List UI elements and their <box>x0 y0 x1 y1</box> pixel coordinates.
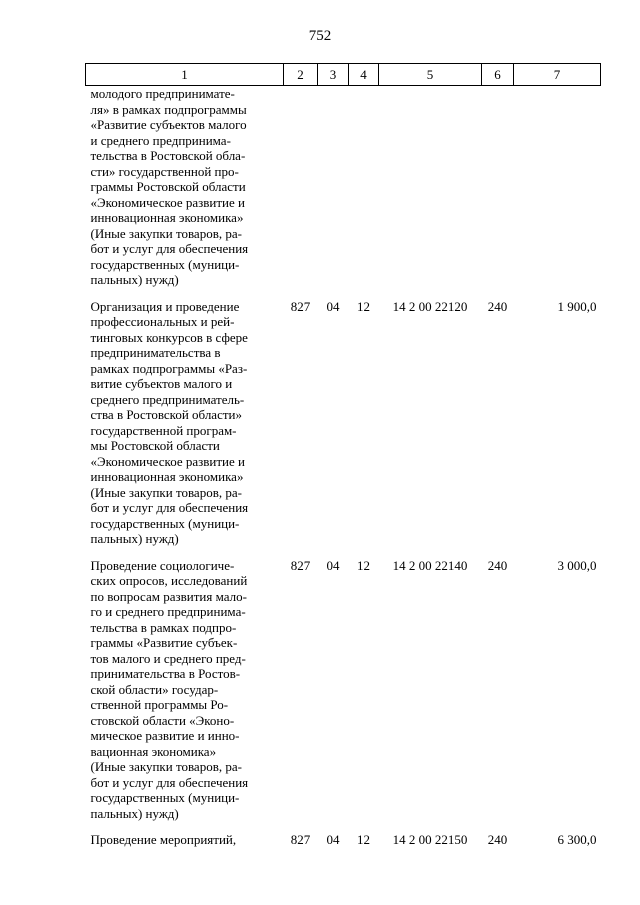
description-line: «Экономическое развитие и <box>90 194 245 210</box>
description-line: граммы Ростовской области <box>90 179 246 194</box>
row-spacer <box>86 821 601 832</box>
description-line: среднего предприниматель- <box>90 391 245 407</box>
description-line: тельства в Ростовской обла- <box>90 148 246 163</box>
expense-type-code: 240 <box>487 557 508 573</box>
row-description <box>86 558 284 822</box>
description-line: стовской области «Эконо- <box>90 712 235 728</box>
ministry-code: 827 <box>290 557 311 573</box>
description-line: го и среднего предпринима- <box>90 604 246 619</box>
col-header-7: 7 <box>514 64 601 86</box>
section-code: 04 <box>326 832 340 847</box>
header-row <box>86 64 601 86</box>
description-line: (Иные закупки товаров, ра- <box>90 484 242 500</box>
row-description <box>86 832 284 848</box>
subsection-code: 12 <box>357 298 370 314</box>
table-row <box>86 299 601 547</box>
ministry-code: 827 <box>290 832 311 847</box>
col-header-1: 1 <box>86 64 284 86</box>
description-line: ских опросов, исследований <box>90 573 248 588</box>
target-article-code: 14 2 00 22140 <box>392 557 468 573</box>
target-article-code: 14 2 00 22120 <box>392 298 468 314</box>
description-line: «Экономическое развитие и <box>90 453 245 469</box>
description-line: мическое развитие и инно- <box>90 728 240 743</box>
description-line: профессиональных и рей- <box>90 314 235 329</box>
description-line: ственной программы Ро- <box>90 697 229 712</box>
table-row <box>86 832 601 848</box>
description-line: тинговых конкурсов в сфере <box>90 329 248 345</box>
description-line: государственной програм- <box>90 422 237 438</box>
description-line: Проведение социологиче- <box>90 557 235 573</box>
row-spacer-cell <box>86 821 601 832</box>
description-line: государственных (муници- <box>90 790 240 805</box>
page-number: 752 <box>308 28 332 44</box>
description-line: молодого предпринимате- <box>90 86 235 101</box>
amount-value: 1 900,0 <box>557 298 597 314</box>
description-line: предпринимательства в <box>90 345 221 360</box>
description-line: принимательства в Ростов- <box>90 666 241 681</box>
description-line: государственных (муници- <box>90 515 240 531</box>
amount-value: 6 300,0 <box>557 832 597 847</box>
description-line: рамках подпрограммы «Раз- <box>90 360 248 376</box>
description-line: витие субъектов малого и <box>90 376 233 391</box>
expense-type-code <box>482 86 514 288</box>
description-line: пальных) нужд) <box>90 272 179 287</box>
section-code: 04 <box>326 298 340 314</box>
description-line: инновационная экономика» <box>90 469 244 484</box>
description-line: (Иные закупки товаров, ра- <box>90 225 242 241</box>
description-line: тов малого и среднего пред- <box>90 650 246 666</box>
description-line: государственных (муници- <box>90 256 240 272</box>
subsection-code <box>349 86 379 288</box>
col-header-3: 3 <box>318 64 349 86</box>
expense-type-code: 240 <box>487 298 508 314</box>
row-description <box>86 299 284 547</box>
col-header-2: 2 <box>284 64 318 86</box>
expense-type-code: 240 <box>487 832 508 847</box>
description-line: и среднего предпринима- <box>90 132 231 148</box>
row-spacer <box>86 288 601 299</box>
col-header-5: 5 <box>379 64 482 86</box>
row-description <box>86 86 284 288</box>
description-line: бот и услуг для обеспечения <box>90 241 249 256</box>
table-row <box>86 86 601 288</box>
target-article-code <box>379 86 482 288</box>
amount-value: 3 000,0 <box>557 557 597 573</box>
description-line: тельства в рамках подпро- <box>90 619 237 635</box>
description-line: «Развитие субъектов малого <box>90 117 247 132</box>
description-line: Организация и проведение <box>90 298 240 314</box>
row-spacer-cell <box>86 547 601 558</box>
description-line: инновационная экономика» <box>90 210 244 225</box>
section-code <box>318 86 349 288</box>
col-header-6: 6 <box>482 64 514 86</box>
ministry-code <box>284 86 318 288</box>
description-line: бот и услуг для обеспечения <box>90 774 249 790</box>
description-line: пальных) нужд) <box>90 805 179 821</box>
description-line: сти» государственной про- <box>90 163 239 179</box>
amount-value <box>514 86 601 288</box>
description-line: мы Ростовской области <box>90 438 220 453</box>
budget-table <box>85 63 601 848</box>
ministry-code: 827 <box>290 298 311 314</box>
description-line: ля» в рамках подпрограммы <box>90 101 247 117</box>
table-row <box>86 558 601 822</box>
description-line: (Иные закупки товаров, ра- <box>90 759 242 774</box>
description-line: пальных) нужд) <box>90 531 179 546</box>
description-line: по вопросам развития мало- <box>90 588 247 604</box>
row-spacer <box>86 547 601 558</box>
description-line: вационная экономика» <box>90 743 217 759</box>
description-line: Проведение мероприятий, <box>90 832 237 847</box>
section-code: 04 <box>326 557 340 573</box>
subsection-code: 12 <box>357 832 370 847</box>
col-header-4: 4 <box>349 64 379 86</box>
subsection-code: 12 <box>357 557 370 573</box>
description-line: граммы «Развитие субъек- <box>90 635 238 650</box>
row-spacer-cell <box>86 288 601 299</box>
description-line: бот и услуг для обеспечения <box>90 500 249 515</box>
description-line: ства в Ростовской области» <box>90 407 242 422</box>
target-article-code: 14 2 00 22150 <box>392 832 468 847</box>
description-line: ской области» государ- <box>90 681 219 697</box>
